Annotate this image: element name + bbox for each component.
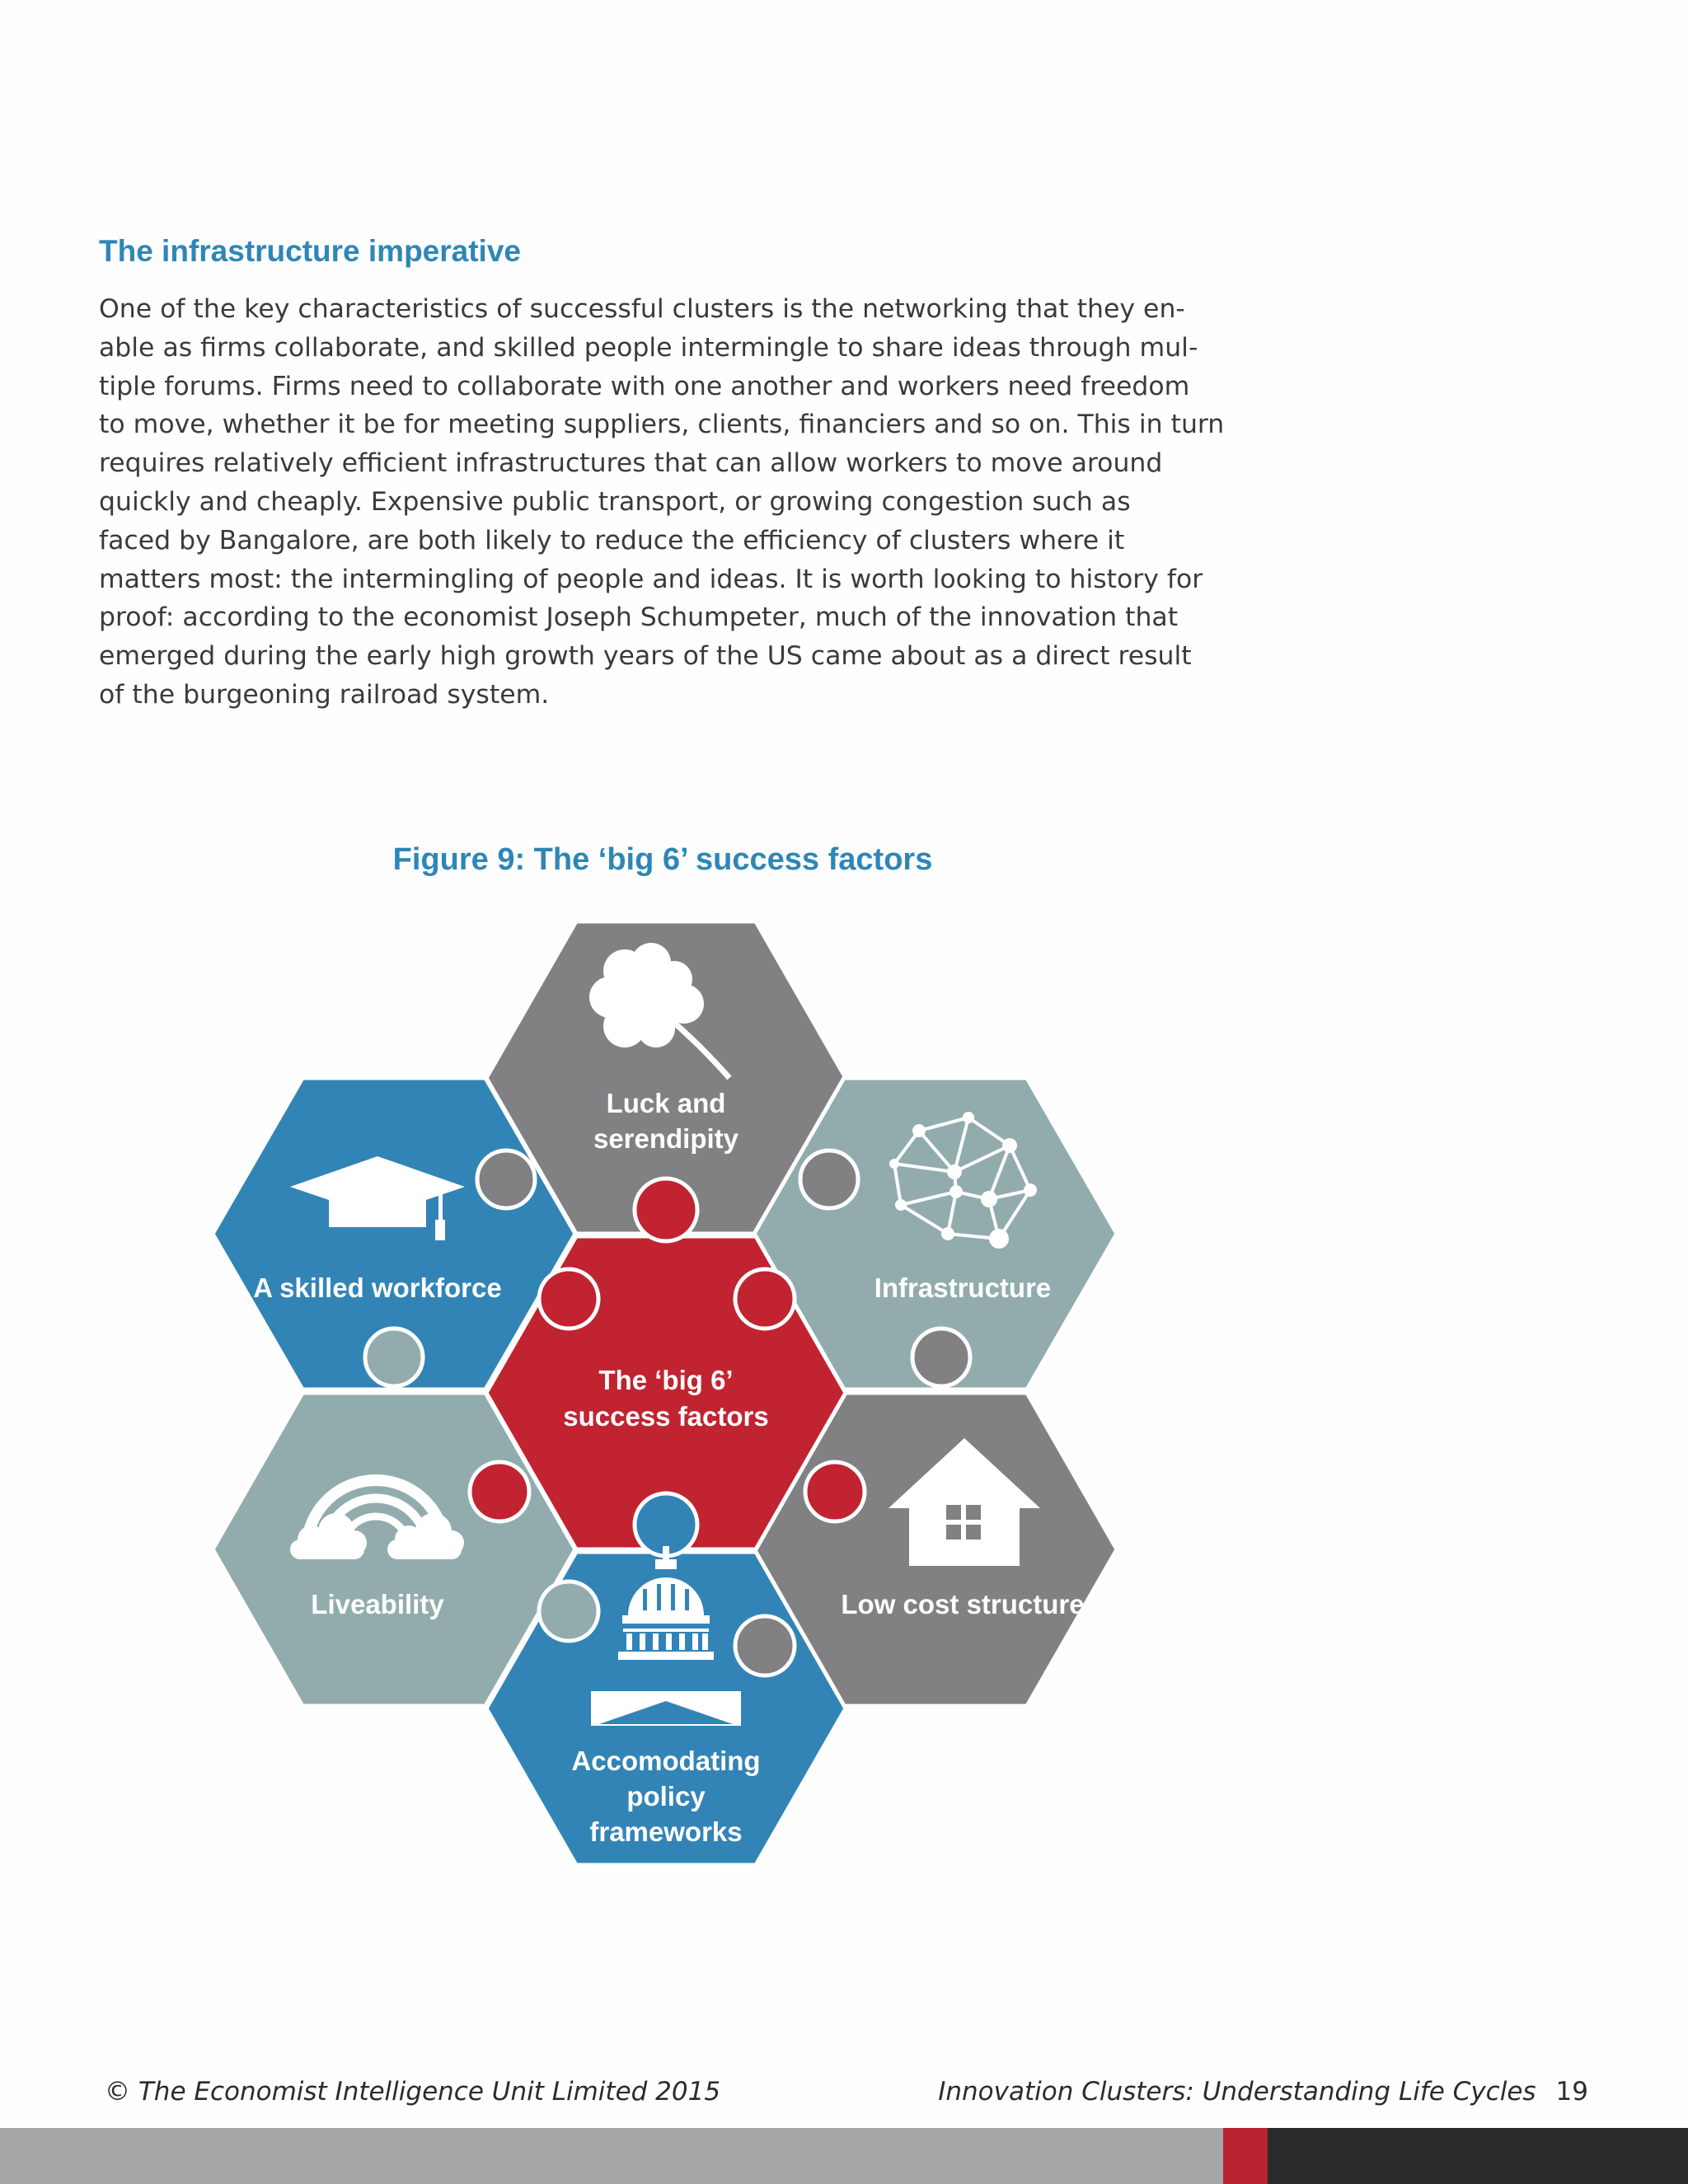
puzzle-tab: [470, 1462, 529, 1521]
luck-label-line1: Luck and: [606, 1088, 726, 1118]
paragraph-line: tiple forums. Firms need to collaborate with one another and workers need freedom: [99, 371, 1190, 401]
paragraph-line: able as firms collaborate, and skilled people intermingle to share ideas through mul-: [99, 332, 1198, 363]
puzzle-tab: [912, 1329, 970, 1386]
puzzle-tab: [800, 1151, 858, 1208]
puzzle-tab: [805, 1462, 865, 1521]
low-cost-structure-label: Low cost structure: [841, 1589, 1085, 1619]
paragraph-line: to move, whether it be for meeting suppliers, clients, financiers and so on. This in turn: [99, 410, 1225, 440]
puzzle-tab: [539, 1269, 598, 1329]
section-heading: The infrastructure imperative: [99, 234, 521, 268]
footer-bar-red: [1223, 2128, 1268, 2184]
puzzle-tab: [735, 1616, 795, 1675]
paragraph-line: emerged during the early high growth years of the US came about as a direct result: [99, 641, 1192, 672]
center-label-line2: success factors: [563, 1401, 769, 1432]
paragraph-line: matters most: the intermingling of people and ideas. It is worth looking to history for: [99, 564, 1203, 594]
footer-copyright: © The Economist Intelligence Unit Limited 2015: [105, 2077, 721, 2107]
puzzle-tab: [539, 1582, 598, 1641]
publication-title: Innovation Clusters: Understanding Life Cycles: [938, 2077, 1536, 2107]
paragraph-line: proof: according to the economist Joseph Schumpeter, much of the innovation that: [99, 602, 1179, 633]
footer-color-bar: [0, 2128, 1688, 2184]
center-label-line1: The ‘big 6’: [598, 1365, 734, 1395]
infrastructure-label: Infrastructure: [874, 1272, 1052, 1303]
paragraph-line: quickly and cheaply. Expensive public transport, or growing congestion such as: [99, 486, 1131, 517]
policy-label-line2: policy: [626, 1781, 706, 1811]
policy-label-line1: Accomodating: [571, 1746, 761, 1776]
paragraph-line: of the burgeoning railroad system.: [99, 679, 550, 710]
paragraph-line: faced by Bangalore, are both likely to reduce the efficiency of clusters where it: [99, 525, 1125, 555]
puzzle-tab: [365, 1329, 423, 1386]
policy-label-line3: frameworks: [589, 1816, 743, 1847]
puzzle-tab: [477, 1151, 535, 1208]
puzzle-tab: [635, 1179, 697, 1241]
footer-bar-dark: [1268, 2128, 1688, 2184]
luck-label-line2: serendipity: [593, 1123, 739, 1154]
figure-title: Figure 9: The ‘big 6’ success factors: [392, 842, 933, 877]
skilled-workforce-label: A skilled workforce: [253, 1272, 502, 1303]
footer-bar-grey: [0, 2128, 1223, 2184]
footer-publication: [938, 2077, 1588, 2107]
liveability-label: Liveability: [311, 1589, 444, 1619]
puzzle-tab: [735, 1269, 795, 1329]
page-number: 19: [1555, 2077, 1588, 2107]
paragraph-line: One of the key characteristics of successful clusters is the networking that they en-: [99, 294, 1185, 324]
paragraph-line: requires relatively efficient infrastructures that can allow workers to move around: [99, 448, 1163, 479]
